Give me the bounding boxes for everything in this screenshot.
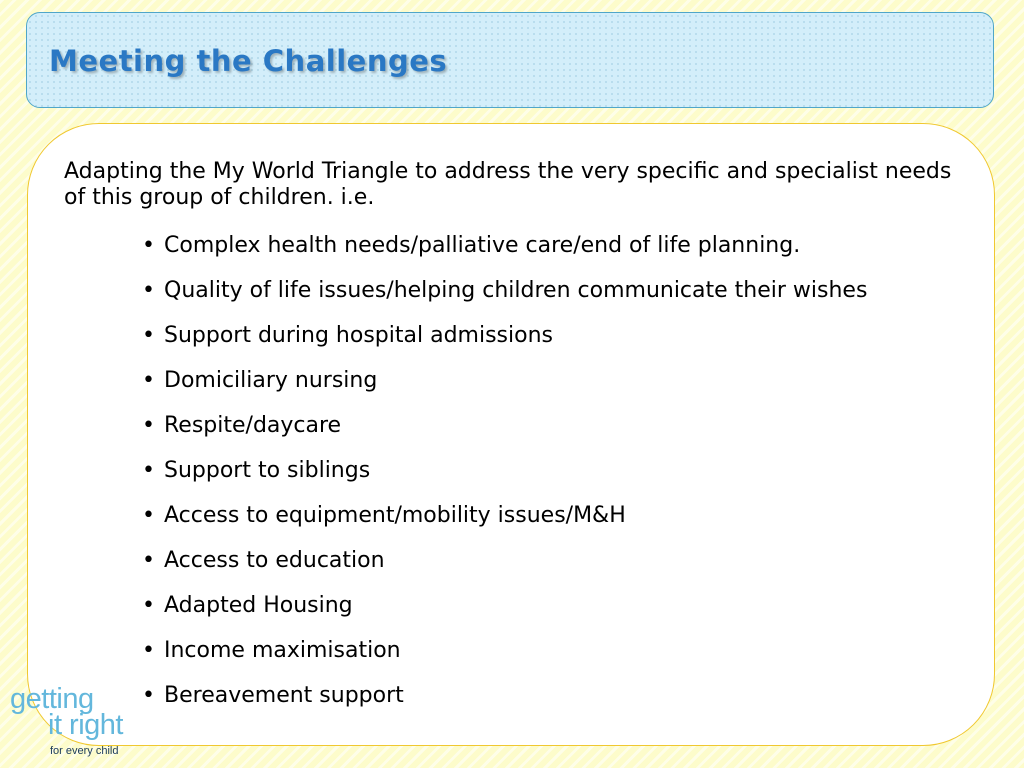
logo-tagline: for every child [50,745,119,757]
bullet-marker: • [142,233,155,258]
logo-line-getting: getting [10,683,94,715]
intro-text: Adapting the My World Triangle to address the very specific and specialist needs of this group of children. i.e. [64,159,952,210]
bullet-text: Access to education [164,548,385,573]
bullet-item [140,233,940,259]
bullet-text: Support to siblings [164,458,371,483]
bullet-item [140,323,940,349]
bullet-text: Adapted Housing [164,593,353,618]
content-panel [27,123,995,746]
bullet-marker: • [142,503,155,528]
bullet-text: Quality of life issues/helping children communicate their wishes [164,278,868,303]
bullet-item [140,593,940,619]
bullet-text: Income maximisation [164,638,401,663]
bullet-marker: • [142,683,155,708]
bullet-item [140,503,940,529]
title-banner [26,12,994,108]
bullet-text: Support during hospital admissions [164,323,553,348]
bullet-marker: • [142,368,155,393]
bullet-text: Bereavement support [164,683,404,708]
logo-line-it-right: it right [48,709,123,741]
bullet-item [140,548,940,574]
bullet-marker: • [142,593,155,618]
getting-it-right-logo [10,685,145,765]
bullet-marker: • [142,638,155,663]
bullet-marker: • [142,548,155,573]
bullet-marker: • [142,278,155,303]
bullet-item [140,413,940,439]
bullet-item [140,278,940,304]
slide-title: Meeting the Challenges [49,44,448,78]
bullet-item [140,368,940,394]
bullet-text: Respite/daycare [164,413,342,438]
bullet-marker: • [142,323,155,348]
bullet-text: Domiciliary nursing [164,368,378,393]
bullet-item [140,458,940,484]
bullet-list [140,233,940,728]
bullet-text: Access to equipment/mobility issues/M&H [164,503,626,528]
bullet-item [140,683,940,709]
bullet-text: Complex health needs/palliative care/end of life planning. [164,233,801,258]
bullet-marker: • [142,458,155,483]
bullet-item [140,638,940,664]
bullet-marker: • [142,413,155,438]
